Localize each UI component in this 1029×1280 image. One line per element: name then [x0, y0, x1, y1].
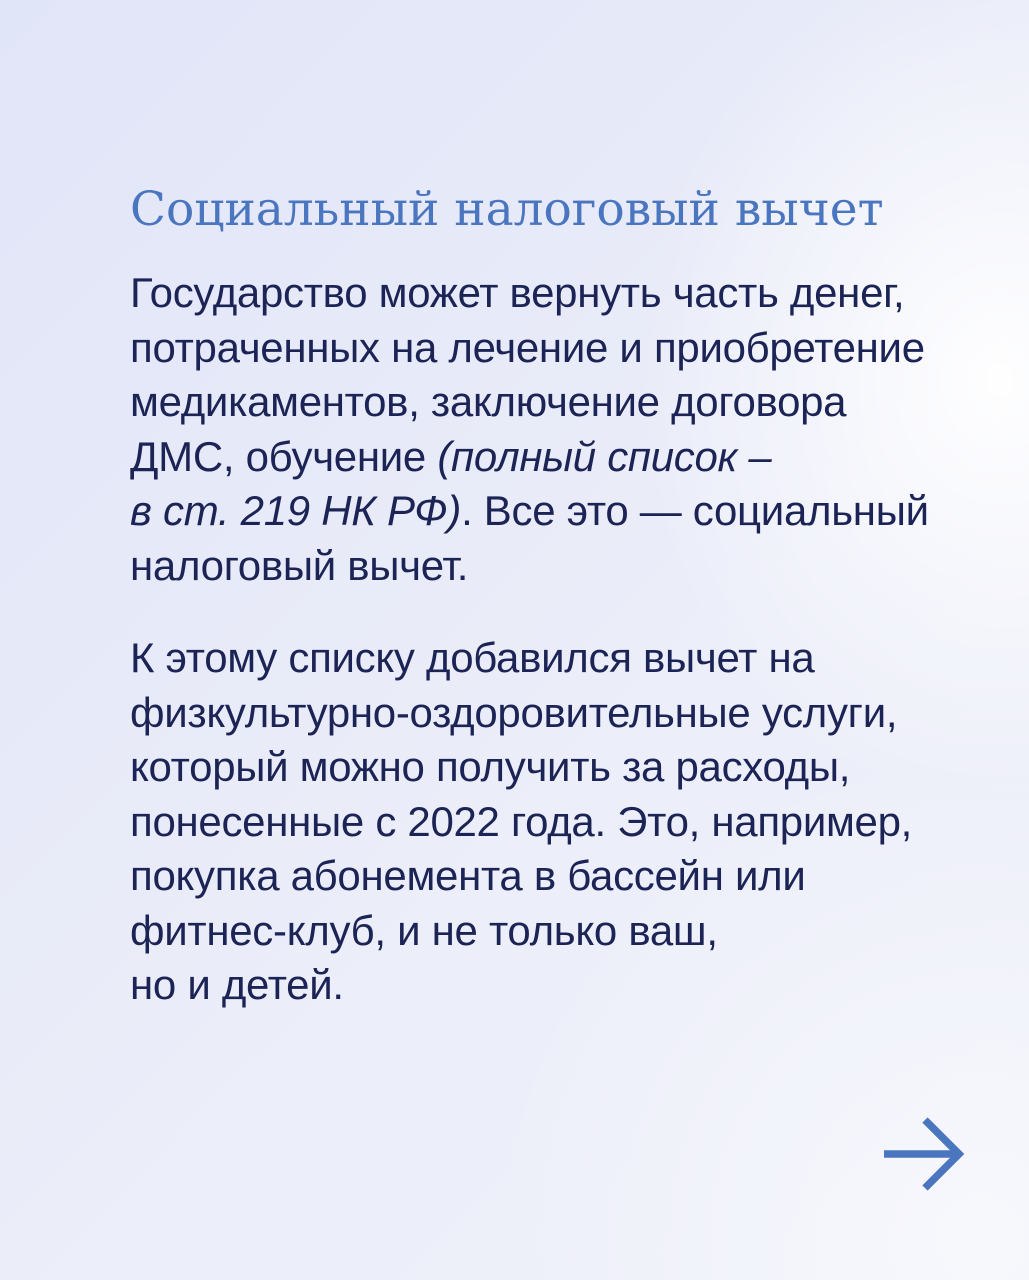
text-line: Государство может вернуть часть денег,	[130, 269, 905, 316]
text-line: физкультурно-оздоровительные услуги,	[130, 688, 898, 736]
text-line: фитнес-клуб, и не только ваш,	[130, 906, 718, 954]
text-line: покупка абонемента в бассейн или	[130, 852, 806, 899]
slide-title: Социальный налоговый вычет	[130, 182, 884, 237]
text-line: потраченных на лечение и приобретение	[130, 323, 925, 371]
text-line	[130, 430, 990, 485]
italic-note: в ст. 219 НК РФ)	[130, 487, 462, 534]
paragraph-fitness-deduction	[130, 631, 990, 1013]
text-line: налоговый вычет.	[130, 541, 469, 589]
text-line: который можно получить за расходы,	[130, 743, 851, 790]
text-line	[130, 484, 990, 539]
paragraph-social-deduction	[130, 266, 990, 593]
text-line: но и детей.	[130, 961, 344, 1008]
text-line: понесенные с 2022 года. Это, например,	[130, 797, 913, 845]
text-fragment: ДМС, обучение	[130, 432, 438, 480]
italic-note: (полный список –	[437, 432, 772, 480]
text-fragment: . Все это — социальный	[461, 487, 929, 534]
arrow-right-icon[interactable]	[880, 1112, 970, 1196]
text-line: медикаментов, заключение договора	[130, 378, 847, 425]
text-line: К этому списку добавился вычет на	[130, 634, 815, 681]
slide-content	[130, 180, 990, 1051]
